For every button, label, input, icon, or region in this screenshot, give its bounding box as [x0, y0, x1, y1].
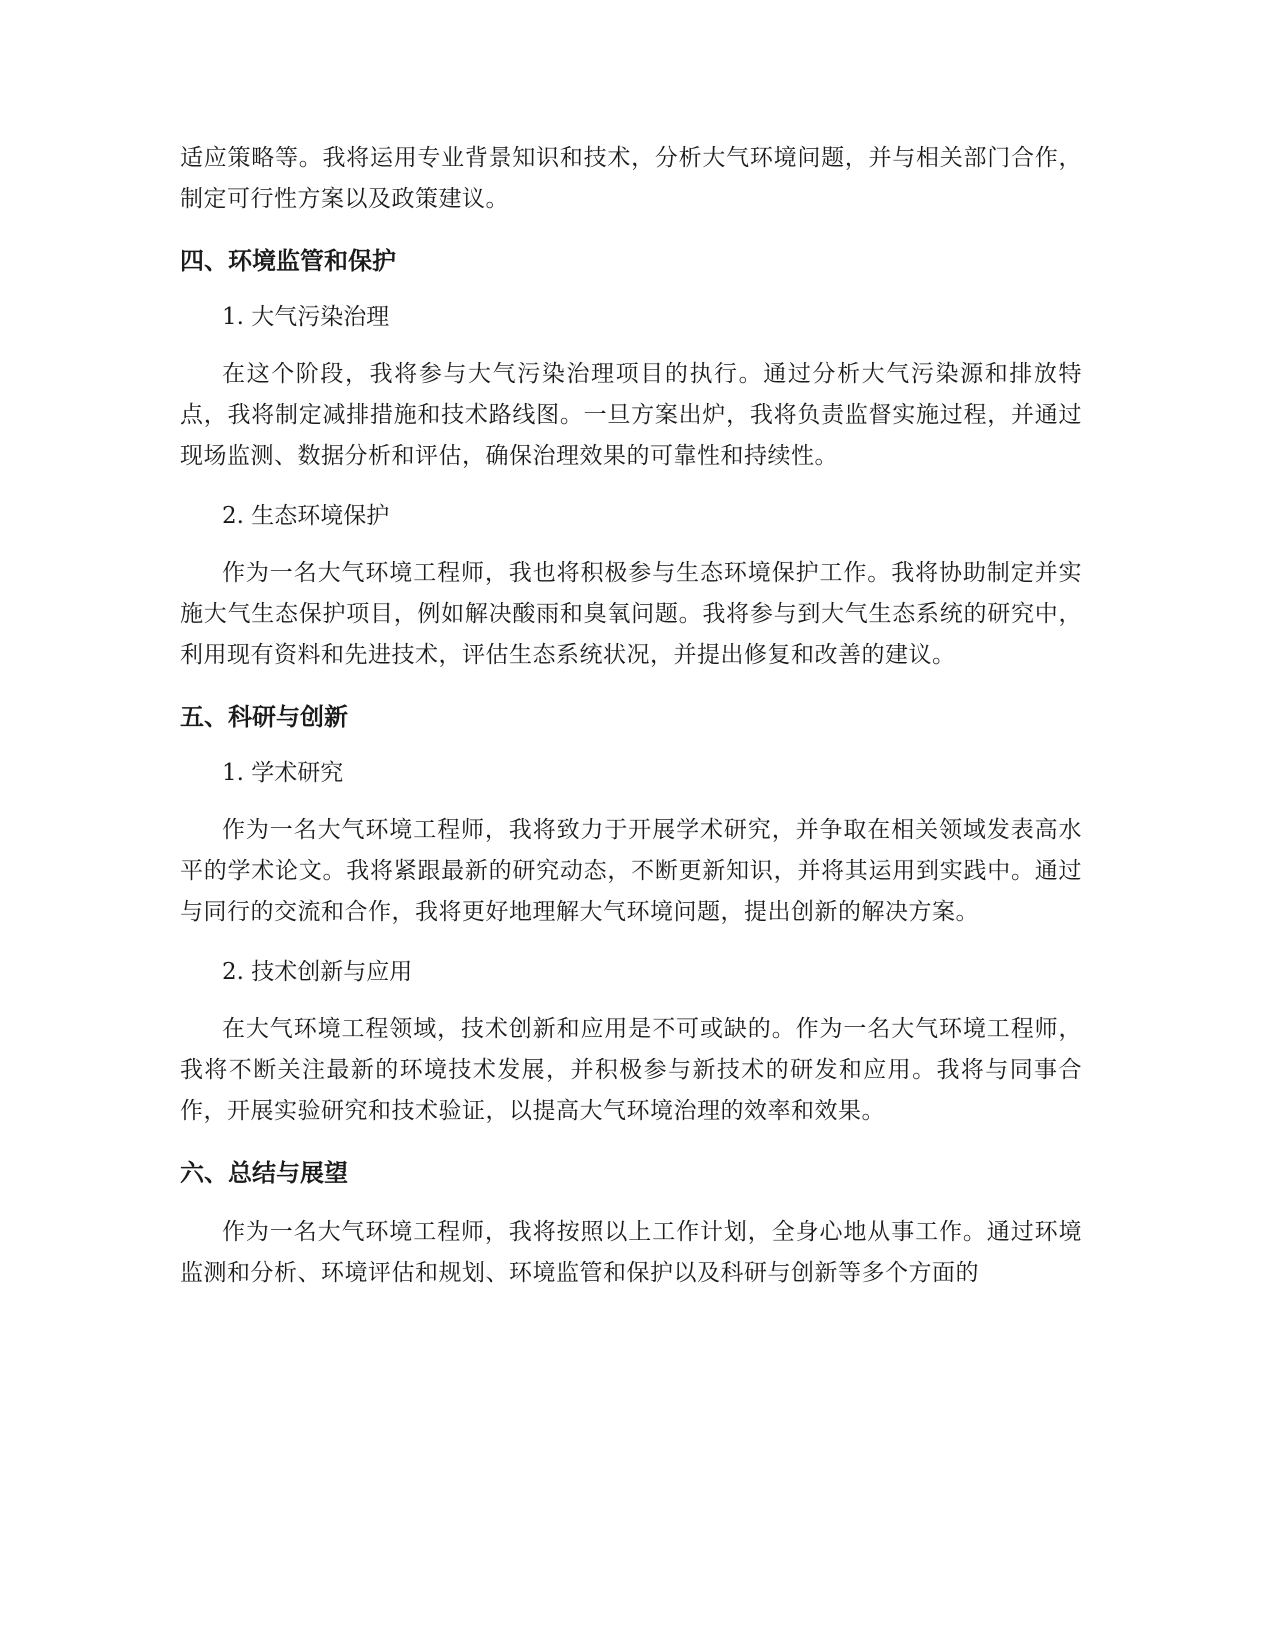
document-page: [180, 138, 1082, 1294]
paragraph-6: 作为一名大气环境工程师，我将按照以上工作计划，全身心地从事工作。通过环境监测和分析、环境评估和规划、环境监管和保护以及科研与创新等多个方面的: [180, 1219, 1082, 1286]
paragraph-4-1: 在这个阶段，我将参与大气污染治理项目的执行。通过分析大气污染源和排放特点，我将制定减排措施和技术路线图。一旦方案出炉，我将负责监督实施过程，并通过现场监测、数据分析和评估，确保治理效果的可靠性和持续性。: [180, 361, 1082, 469]
subsection-heading-4-1: 1. 大气污染治理: [222, 304, 390, 330]
subsection-heading-4-2: 2. 生态环境保护: [222, 503, 390, 529]
paragraph-5-2: 在大气环境工程领域，技术创新和应用是不可或缺的。作为一名大气环境工程师，我将不断关注最新的环境技术发展，并积极参与新技术的研发和应用。我将与同事合作，开展实验研究和技术验证，以提高大气环境治理的效率和效果。: [180, 1016, 1082, 1124]
section-heading-4: 四、环境监管和保护: [180, 247, 396, 275]
paragraph-continued: 适应策略等。我将运用专业背景知识和技术，分析大气环境问题，并与相关部门合作，制定可行性方案以及政策建议。: [180, 145, 1082, 212]
subsection-heading-5-2: 2. 技术创新与应用: [222, 959, 413, 985]
paragraph-5-1: 作为一名大气环境工程师，我将致力于开展学术研究，并争取在相关领域发表高水平的学术论文。我将紧跟最新的研究动态，不断更新知识，并将其运用到实践中。通过与同行的交流和合作，我将更好地理解大气环境问题，提出创新的解决方案。: [180, 817, 1082, 925]
paragraph-4-2: 作为一名大气环境工程师，我也将积极参与生态环境保护工作。我将协助制定并实施大气生态保护项目，例如解决酸雨和臭氧问题。我将参与到大气生态系统的研究中，利用现有资料和先进技术，评估生态系统状况，并提出修复和改善的建议。: [180, 560, 1082, 668]
subsection-heading-5-1: 1. 学术研究: [222, 760, 344, 786]
section-heading-5: 五、科研与创新: [180, 703, 348, 731]
section-heading-6: 六、总结与展望: [180, 1159, 348, 1187]
